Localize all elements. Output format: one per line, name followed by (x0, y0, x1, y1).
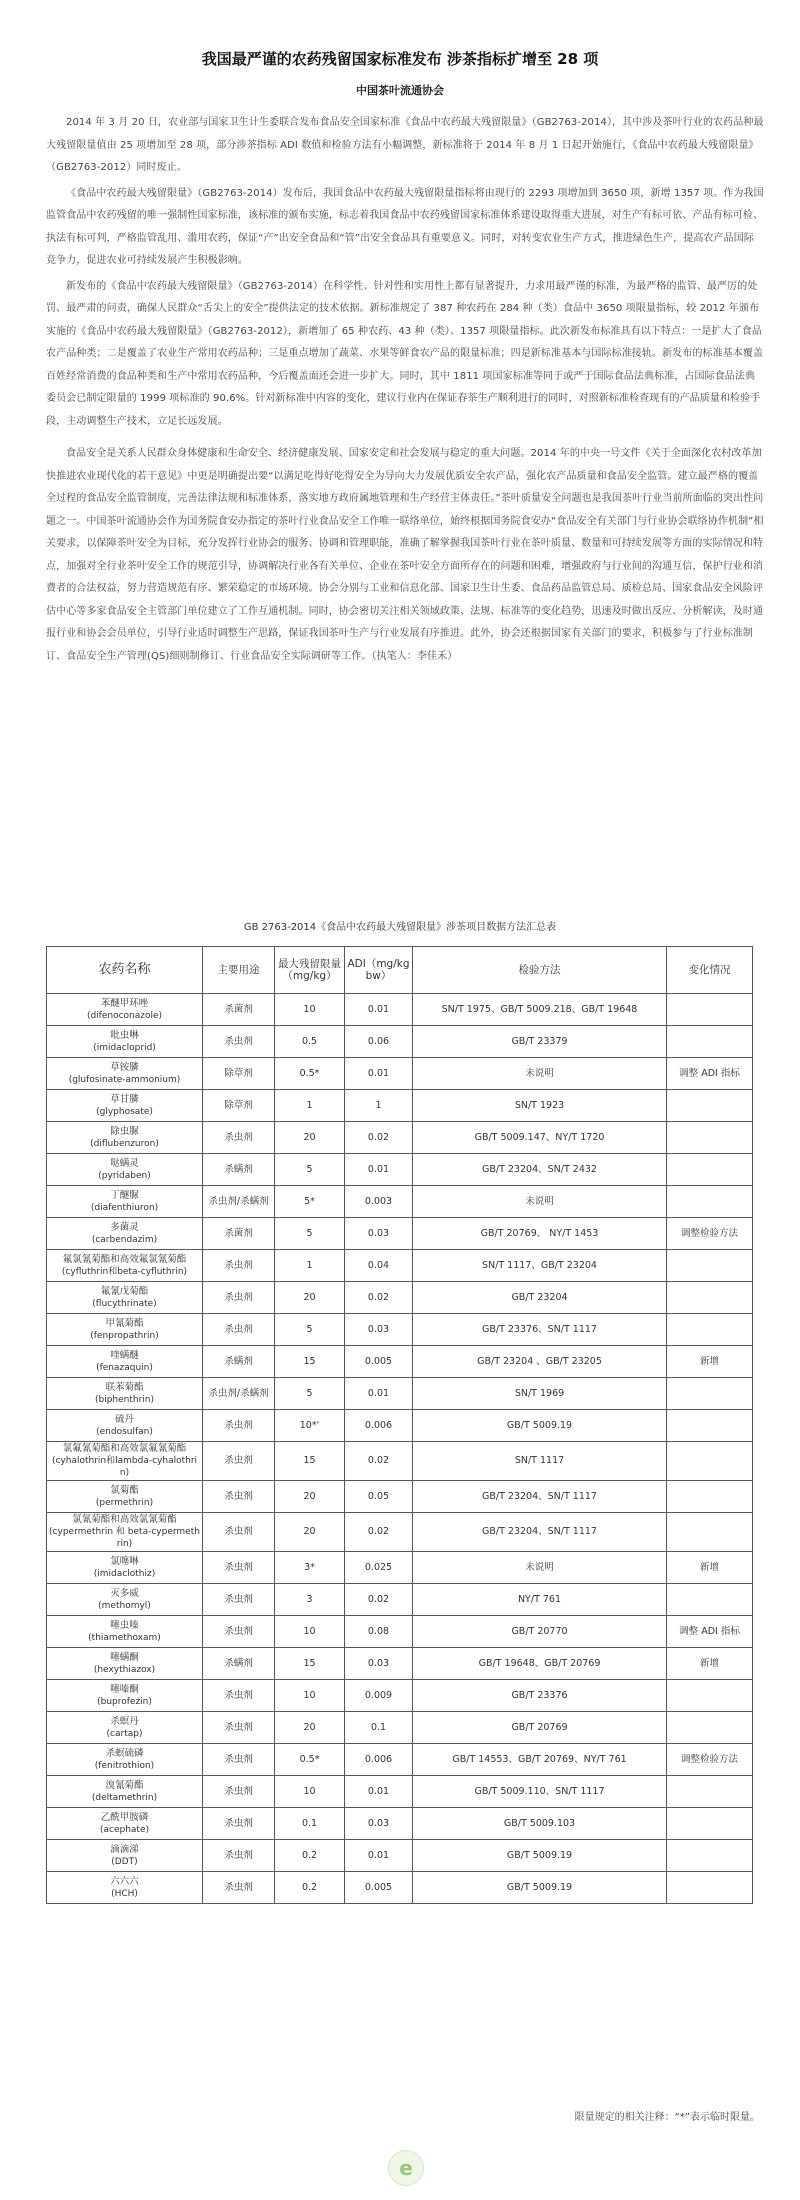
cell-main-use: 杀虫剂 (203, 1680, 275, 1712)
cell-pesticide-name (47, 1552, 203, 1584)
cell-adi: 0.005 (345, 1872, 413, 1904)
cell-adi: 0.006 (345, 1410, 413, 1442)
pesticide-chinese-name: 苯醚甲环唑 (100, 997, 149, 1009)
table-row (47, 1808, 753, 1840)
cell-adi: 0.02 (345, 1282, 413, 1314)
cell-main-use: 杀螨剂 (203, 1346, 275, 1378)
pesticide-english-name: (fenazaquin) (96, 1362, 153, 1373)
cell-pesticide-name (47, 1218, 203, 1250)
pesticide-english-name: (flucythrinate) (92, 1298, 157, 1309)
article-paragraph: 新发布的《食品中农药最大残留限量》（GB2763-2014）在科学性、针对性和实用性上都有显著提升，力求用最严谨的标准，为最严格的监管、最严厉的处罚、最严肃的问责，确保人民群众“舌尖上的安全”提供法定的技术依据。新标准规定了 387 种农药在 284 种（类）食品中 3650 项限量指标，较 2012 年颁布实施的《食品中农药最大残留限量》（GB2763-2012），新增加了 65 种农药、43 种（类）、1357 项限量指标。此次新发布标准具有以下特点：一是扩大了食品农产品种类；二是覆盖了农业生产常用农药品种；三是重点增加了蔬菜、水果等鲜食农产品的限量标准；四是新标准基本与国际标准接轨。新发布的标准基本覆盖百姓经常消费的食品种类和生产中常用农药品种，今后覆盖面还会进一步扩大。同时，其中 1811 项国家标准等同于或严于国际食品法典标准，占国际食品法典委员会已制定限量的 1999 项标准的 90.6%。针对新标准中内容的变化，建议行业内在保证春茶生产顺利进行的同时，对照新标准检查现有的产品质量和检验手段，主动调整生产技术，立足长远发展。 (46, 280, 764, 427)
cell-mrl: 5 (275, 1378, 345, 1410)
cell-adi: 1 (345, 1090, 413, 1122)
cell-change (667, 1513, 753, 1552)
pesticide-english-name: (diflubenzuron) (90, 1138, 159, 1149)
cell-mrl: 0.5* (275, 1744, 345, 1776)
cell-adi: 0.03 (345, 1648, 413, 1680)
cell-main-use: 杀虫剂 (203, 1282, 275, 1314)
table-row (47, 1282, 753, 1314)
cell-mrl: 5* (275, 1186, 345, 1218)
pesticide-chinese-name: 氟氯氰菊酯和高效氟氯氰菊酯 (62, 1253, 187, 1265)
pesticide-chinese-name: 溴氰菊酯 (105, 1779, 144, 1791)
pesticide-english-name: (thiamethoxam) (88, 1632, 161, 1643)
pesticide-english-name: (hexythiazox) (93, 1664, 156, 1675)
table-row (47, 1744, 753, 1776)
cell-pesticide-name (47, 1840, 203, 1872)
pesticide-english-name: (glufosinate-ammonium) (68, 1074, 181, 1085)
cell-main-use: 杀虫剂 (203, 1481, 275, 1513)
cell-change (667, 1872, 753, 1904)
table-row (47, 1218, 753, 1250)
table-body (47, 994, 753, 1904)
cell-method: GB/T 19648、GB/T 20769 (413, 1648, 667, 1680)
cell-method: GB/T 5009.110、SN/T 1117 (413, 1776, 667, 1808)
cell-mrl: 0.5 (275, 1026, 345, 1058)
pesticide-chinese-name: 氯菊酯 (110, 1484, 139, 1496)
pesticide-english-name: (carbendazim) (91, 1234, 158, 1245)
cell-mrl: 10 (275, 1680, 345, 1712)
article-paragraph: 2014 年 3 月 20 日，农业部与国家卫生计生委联合发布食品安全国家标准《食品中农药最大残留限量》（GB2763-2014），其中涉及茶叶行业的农药品种最大残留限量值由 25 项增加至 28 项，部分涉茶指标 ADI 数值和检验方法有小幅调整，新标准将于 2014 年 8 月 1 日起开始施行，《食品中农药最大残留限量》（GB2763-2012）同时废止。 (46, 117, 764, 173)
cell-main-use: 杀虫剂 (203, 1712, 275, 1744)
pesticide-english-name: (cartap) (106, 1728, 143, 1739)
cell-change: 调整 ADI 指标 (667, 1058, 753, 1090)
pesticide-english-name: (deltamethrin) (91, 1792, 158, 1803)
article-body (46, 112, 764, 671)
cell-method: GB/T 20770 (413, 1616, 667, 1648)
table-row (47, 1442, 753, 1481)
cell-pesticide-name (47, 1808, 203, 1840)
cell-pesticide-name (47, 1154, 203, 1186)
pesticide-chinese-name: 氯噻啉 (110, 1555, 139, 1567)
table-row (47, 1122, 753, 1154)
cell-change (667, 1154, 753, 1186)
cell-change (667, 994, 753, 1026)
table-caption: GB 2763-2014《食品中农药最大残留限量》涉茶项目数据方法汇总表 (243, 922, 557, 933)
cell-main-use: 杀虫剂 (203, 1122, 275, 1154)
cell-mrl: 3* (275, 1552, 345, 1584)
cell-pesticide-name (47, 1872, 203, 1904)
cell-pesticide-name (47, 1648, 203, 1680)
article-author-org: 中国茶叶流通协会 (356, 84, 444, 97)
pesticide-chinese-name: 丁醚脲 (110, 1189, 139, 1201)
pesticide-chinese-name: 灭多威 (110, 1587, 139, 1599)
cell-pesticide-name (47, 1058, 203, 1090)
table-header-row (47, 947, 753, 994)
cell-change (667, 1314, 753, 1346)
table-row (47, 1186, 753, 1218)
cell-adi: 0.08 (345, 1616, 413, 1648)
pesticide-english-name: (glyphosate) (96, 1106, 153, 1117)
cell-method: SN/T 1975、GB/T 5009.218、GB/T 19648 (413, 994, 667, 1026)
pesticide-english-name: (DDT) (111, 1856, 138, 1867)
header-main-use: 主要用途 (203, 947, 275, 994)
cell-change: 新增 (667, 1552, 753, 1584)
cell-method: GB/T 23204、SN/T 1117 (413, 1513, 667, 1552)
cell-main-use: 杀虫剂 (203, 1776, 275, 1808)
header-mrl: 最大残留限量（mg/kg） (275, 947, 345, 994)
cell-method: GB/T 23204、SN/T 2432 (413, 1154, 667, 1186)
header-adi: ADI（mg/kg bw） (345, 947, 413, 994)
cell-adi: 0.03 (345, 1218, 413, 1250)
cell-mrl: 0.5* (275, 1058, 345, 1090)
cell-main-use: 杀虫剂 (203, 1513, 275, 1552)
cell-mrl: 20 (275, 1282, 345, 1314)
cell-main-use: 杀螨剂 (203, 1648, 275, 1680)
pesticide-chinese-name: 吡虫啉 (110, 1029, 139, 1041)
table-row (47, 1840, 753, 1872)
table-row (47, 1058, 753, 1090)
pesticide-english-name: (HCH) (111, 1888, 138, 1899)
cell-main-use: 杀虫剂 (203, 1410, 275, 1442)
cell-pesticide-name (47, 1122, 203, 1154)
cell-change (667, 1026, 753, 1058)
cell-change (667, 1840, 753, 1872)
pesticide-chinese-name: 噻嗪酮 (110, 1683, 139, 1695)
pesticide-chinese-name: 多菌灵 (110, 1221, 139, 1233)
cell-adi: 0.01 (345, 1776, 413, 1808)
cell-mrl: 0.2 (275, 1872, 345, 1904)
cell-mrl: 3 (275, 1584, 345, 1616)
table-row (47, 1616, 753, 1648)
cell-adi: 0.006 (345, 1744, 413, 1776)
cell-mrl: 10 (275, 994, 345, 1026)
pesticide-english-name: (buprofezin) (97, 1696, 152, 1707)
cell-change: 调整检验方法 (667, 1218, 753, 1250)
cell-pesticide-name (47, 1616, 203, 1648)
pesticide-table (46, 946, 753, 1904)
table-row (47, 1314, 753, 1346)
article-title: 我国最严谨的农药残留国家标准发布 涉茶指标扩增至 28 项 (201, 50, 599, 68)
cell-adi: 0.003 (345, 1186, 413, 1218)
pesticide-english-name: (imidacloprid) (93, 1042, 156, 1053)
pesticide-chinese-name: 哒螨灵 (110, 1157, 139, 1169)
cell-adi: 0.01 (345, 1378, 413, 1410)
cell-mrl: 10*' (275, 1410, 345, 1442)
cell-method: GB/T 20769 (413, 1712, 667, 1744)
pesticide-chinese-name: 甲氰菊酯 (105, 1317, 144, 1329)
cell-adi: 0.03 (345, 1808, 413, 1840)
cell-main-use: 杀虫剂 (203, 1808, 275, 1840)
cell-mrl: 0.2 (275, 1840, 345, 1872)
cell-pesticide-name (47, 1680, 203, 1712)
pesticide-english-name: (imidaclothiz) (93, 1568, 156, 1579)
cell-change (667, 1090, 753, 1122)
cell-pesticide-name (47, 1481, 203, 1513)
table-row (47, 994, 753, 1026)
cell-method: 未说明 (413, 1186, 667, 1218)
table-row (47, 1481, 753, 1513)
cell-method: GB/T 23204、SN/T 1117 (413, 1481, 667, 1513)
cell-adi: 0.01 (345, 994, 413, 1026)
cell-adi: 0.04 (345, 1250, 413, 1282)
cell-mrl: 5 (275, 1314, 345, 1346)
cell-main-use: 杀虫剂 (203, 1840, 275, 1872)
pesticide-chinese-name: 滴滴涕 (110, 1843, 139, 1855)
pesticide-english-name: (permethrin) (95, 1497, 154, 1508)
cell-pesticide-name (47, 994, 203, 1026)
cell-pesticide-name (47, 1186, 203, 1218)
cell-change: 调整检验方法 (667, 1744, 753, 1776)
pesticide-english-name: (cyfluthrin和beta-cyfluthrin) (61, 1266, 188, 1277)
cell-change (667, 1712, 753, 1744)
cell-mrl: 5 (275, 1218, 345, 1250)
table-row (47, 1090, 753, 1122)
pesticide-chinese-name: 六六六 (110, 1875, 139, 1887)
cell-adi: 0.009 (345, 1680, 413, 1712)
cell-adi: 0.02 (345, 1513, 413, 1552)
pesticide-chinese-name: 除虫脲 (110, 1125, 139, 1137)
cell-main-use: 杀虫剂 (203, 1250, 275, 1282)
pesticide-chinese-name: 硫丹 (114, 1413, 134, 1425)
pesticide-english-name: (methomyl) (98, 1600, 151, 1611)
pesticide-english-name: (acephate) (99, 1824, 150, 1835)
cell-method: SN/T 1117 (413, 1442, 667, 1481)
cell-change: 调整 ADI 指标 (667, 1616, 753, 1648)
cell-method: GB/T 5009.103 (413, 1808, 667, 1840)
pesticide-english-name: (endosulfan) (96, 1426, 153, 1437)
pesticide-english-name: (diafenthiuron) (90, 1202, 159, 1213)
cell-mrl: 1 (275, 1250, 345, 1282)
cell-main-use: 杀菌剂 (203, 1218, 275, 1250)
cell-main-use: 杀虫剂 (203, 1616, 275, 1648)
cell-method: GB/T 5009.147、NY/T 1720 (413, 1122, 667, 1154)
cell-method: GB/T 23204 (413, 1282, 667, 1314)
cell-change (667, 1776, 753, 1808)
cell-main-use: 杀虫剂 (203, 1744, 275, 1776)
cell-change (667, 1378, 753, 1410)
cell-mrl: 0.1 (275, 1808, 345, 1840)
table-row (47, 1648, 753, 1680)
cell-mrl: 20 (275, 1513, 345, 1552)
cell-adi: 0.025 (345, 1552, 413, 1584)
table-row (47, 1584, 753, 1616)
table-row (47, 1250, 753, 1282)
cell-method: SN/T 1969 (413, 1378, 667, 1410)
cell-adi: 0.05 (345, 1481, 413, 1513)
cell-adi: 0.02 (345, 1584, 413, 1616)
cell-adi: 0.02 (345, 1442, 413, 1481)
cell-pesticide-name (47, 1776, 203, 1808)
cell-change (667, 1282, 753, 1314)
cell-method: GB/T 5009.19 (413, 1840, 667, 1872)
article-paragraph: 《食品中农药最大残留限量》（GB2763-2014）发布后，我国食品中农药最大残留限量指标将由现行的 2293 项增加到 3650 项，新增 1357 项。作为我国监管食品中农药残留的唯一强制性国家标准，该标准的颁布实施，标志着我国食品中农药残留国家标准体系建设取得重大进展，对生产有标可依、产品有标可检、执法有标可判，严格监管乱用、滥用农药，保证“产”出安全食品和“管”出安全食品具有重要意义。同时，对转变农业生产方式，推进绿色生产，提高农产品国际竞争力，促进农业可持续发展产生积极影响。 (46, 187, 764, 266)
cell-main-use: 杀虫剂 (203, 1872, 275, 1904)
pesticide-english-name: (difenoconazole) (86, 1010, 163, 1021)
cell-change (667, 1808, 753, 1840)
cell-pesticide-name (47, 1410, 203, 1442)
cell-mrl: 10 (275, 1776, 345, 1808)
table-row (47, 1872, 753, 1904)
cell-adi: 0.06 (345, 1026, 413, 1058)
cell-method: SN/T 1923 (413, 1090, 667, 1122)
pesticide-english-name: (fenpropathrin) (90, 1330, 159, 1341)
pesticide-chinese-name: 草甘膦 (110, 1093, 139, 1105)
cell-method: GB/T 23376、SN/T 1117 (413, 1314, 667, 1346)
cell-mrl: 20 (275, 1712, 345, 1744)
pesticide-chinese-name: 氯氟氰菊酯和高效氯氟氰菊酯 (62, 1443, 187, 1454)
table-footnote: 限量规定的相关注释：“*”表示临时限量。 (574, 2112, 760, 2123)
table-row (47, 1026, 753, 1058)
cell-pesticide-name (47, 1513, 203, 1552)
cell-method: GB/T 5009.19 (413, 1410, 667, 1442)
table-row (47, 1552, 753, 1584)
cell-change (667, 1481, 753, 1513)
cell-pesticide-name (47, 1282, 203, 1314)
cell-adi: 0.1 (345, 1712, 413, 1744)
pesticide-chinese-name: 氟氰戊菊酯 (100, 1285, 149, 1297)
pesticide-chinese-name: 乙酰甲胺磷 (100, 1811, 149, 1823)
table-row (47, 1513, 753, 1552)
cell-method: GB/T 23379 (413, 1026, 667, 1058)
pesticide-chinese-name: 杀螟硫磷 (105, 1747, 144, 1759)
cell-mrl: 5 (275, 1154, 345, 1186)
pesticide-chinese-name: 氯氰菊酯和高效氯氰菊酯 (72, 1514, 177, 1525)
pesticide-english-name: (cypermethrin 和 beta-cypermethrin) (49, 1527, 200, 1549)
article-paragraph: 食品安全是关系人民群众身体健康和生命安全、经济健康发展、国家安定和社会发展与稳定的重大问题。2014 年的中央一号文件《关于全面深化农村改革加快推进农业现代化的若干意见》中更是明确提出要“以满足吃得好吃得安全为导向大力发展优质安全农产品，强化农产品质量和食品安全监管。建立最严格的覆盖全过程的食品安全监管制度，完善法律法规和标准体系，落实地方政府属地管理和生产经营主体责任。”茶叶质量安全问题也是我国茶叶行业当前所面临的突出性问题之一。中国茶叶流通协会作为国务院食安办指定的茶叶行业食品安全工作唯一联络单位，始终根据国务院食安办“食品安全有关部门与行业协会联络协作机制”相关要求，以保障茶叶安全为目标，充分发挥行业协会的服务、协调和管理职能，准确了解掌握我国茶叶行业在茶叶质量、数量和可持续发展等方面的实际情况和特点，加强对全行业茶叶安全工作的规范引导，协调解决行业各有关单位、企业在茶叶安全方面所存在的问题和困难，增强政府与行业间的沟通互信，保护行业和消费者的合法权益，努力营造规范有序、繁荣稳定的市场环境。协会分别与工业和信息化部、国家卫生计生委、食品药品监管总局、质检总局、国家食品安全风险评估中心等多家食品安全主管部门单位建立了工作互通机制。同时，协会密切关注相关领域政策、法规、标准等的变化趋势，迅速及时做出反应、分析解读，及时通报行业和协会会员单位，引导行业适时调整生产思路，保证我国茶叶生产与行业发展有序推进。此外，协会还根据国家有关部门的要求，积极参与了行业标准制订、食品安全生产管理(QS)细则制修订、行业食品安全实际调研等工作。（执笔人：李佳禾） (46, 448, 764, 662)
cell-change: 新增 (667, 1346, 753, 1378)
cell-change (667, 1442, 753, 1481)
pesticide-chinese-name: 噻螨酮 (110, 1651, 139, 1663)
cell-main-use: 杀虫剂/杀螨剂 (203, 1378, 275, 1410)
cell-adi: 0.01 (345, 1154, 413, 1186)
cell-pesticide-name (47, 1346, 203, 1378)
table-row (47, 1410, 753, 1442)
pesticide-english-name: (fenitrothion) (94, 1760, 155, 1771)
cell-method: 未说明 (413, 1552, 667, 1584)
cell-adi: 0.005 (345, 1346, 413, 1378)
cell-main-use: 杀虫剂 (203, 1552, 275, 1584)
cell-pesticide-name (47, 1712, 203, 1744)
cell-main-use: 除草剂 (203, 1058, 275, 1090)
cell-pesticide-name (47, 1378, 203, 1410)
cell-method: NY/T 761 (413, 1584, 667, 1616)
cell-method: GB/T 5009.19 (413, 1872, 667, 1904)
table-row (47, 1776, 753, 1808)
cell-pesticide-name (47, 1026, 203, 1058)
cell-main-use: 杀虫剂 (203, 1584, 275, 1616)
cell-mrl: 15 (275, 1442, 345, 1481)
cell-method: 未说明 (413, 1058, 667, 1090)
cell-main-use: 杀虫剂 (203, 1314, 275, 1346)
cell-pesticide-name (47, 1442, 203, 1481)
cell-main-use: 杀虫剂 (203, 1442, 275, 1481)
cell-method: GB/T 14553、GB/T 20769、NY/T 761 (413, 1744, 667, 1776)
cell-change (667, 1584, 753, 1616)
cell-mrl: 20 (275, 1481, 345, 1513)
table-row (47, 1154, 753, 1186)
cell-adi: 0.01 (345, 1840, 413, 1872)
cell-method: GB/T 20769、 NY/T 1453 (413, 1218, 667, 1250)
pesticide-english-name: (biphenthrin) (94, 1394, 155, 1405)
cell-method: SN/T 1117、GB/T 23204 (413, 1250, 667, 1282)
leaf-logo-icon: e (388, 2150, 424, 2186)
header-pesticide-name: 农药名称 (47, 947, 203, 994)
pesticide-english-name: (cyhalothrin和lambda-cyhalothrin) (51, 1456, 198, 1478)
cell-change: 新增 (667, 1648, 753, 1680)
pesticide-chinese-name: 噻虫嗪 (110, 1619, 139, 1631)
cell-change (667, 1250, 753, 1282)
pesticide-chinese-name: 喹螨醚 (110, 1349, 139, 1361)
header-method: 检验方法 (413, 947, 667, 994)
header-change: 变化情况 (667, 947, 753, 994)
cell-method: GB/T 23376 (413, 1680, 667, 1712)
pesticide-chinese-name: 联苯菊酯 (105, 1381, 144, 1393)
cell-pesticide-name (47, 1314, 203, 1346)
cell-main-use: 杀虫剂/杀螨剂 (203, 1186, 275, 1218)
cell-main-use: 杀虫剂 (203, 1026, 275, 1058)
cell-change (667, 1680, 753, 1712)
pesticide-chinese-name: 杀螟丹 (110, 1715, 139, 1727)
table-row (47, 1680, 753, 1712)
cell-pesticide-name (47, 1744, 203, 1776)
cell-adi: 0.02 (345, 1122, 413, 1154)
cell-mrl: 10 (275, 1616, 345, 1648)
cell-method: GB/T 23204 、GB/T 23205 (413, 1346, 667, 1378)
cell-adi: 0.03 (345, 1314, 413, 1346)
pesticide-english-name: (pyridaben) (98, 1170, 151, 1181)
cell-mrl: 15 (275, 1346, 345, 1378)
cell-pesticide-name (47, 1250, 203, 1282)
cell-change (667, 1122, 753, 1154)
cell-main-use: 杀菌剂 (203, 994, 275, 1026)
table-row (47, 1346, 753, 1378)
pesticide-chinese-name: 草铵膦 (110, 1061, 139, 1073)
cell-adi: 0.01 (345, 1058, 413, 1090)
cell-mrl: 15 (275, 1648, 345, 1680)
cell-mrl: 1 (275, 1090, 345, 1122)
cell-change (667, 1186, 753, 1218)
cell-main-use: 除草剂 (203, 1090, 275, 1122)
table-row (47, 1378, 753, 1410)
cell-main-use: 杀螨剂 (203, 1154, 275, 1186)
cell-mrl: 20 (275, 1122, 345, 1154)
cell-pesticide-name (47, 1090, 203, 1122)
table-row (47, 1712, 753, 1744)
cell-change (667, 1410, 753, 1442)
cell-pesticide-name (47, 1584, 203, 1616)
